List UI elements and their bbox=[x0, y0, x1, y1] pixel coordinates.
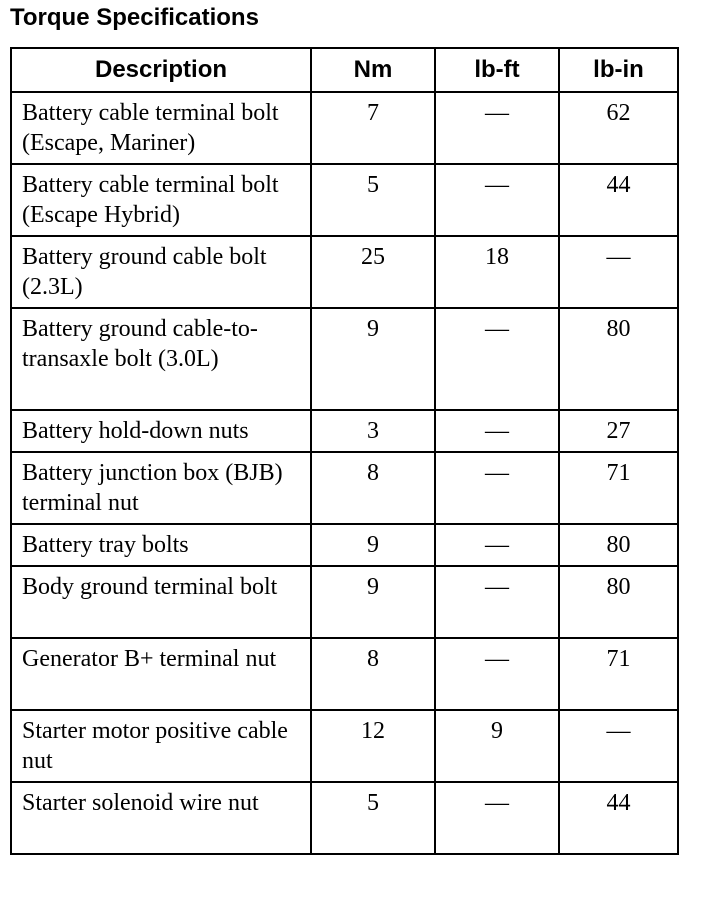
cell-lb-in: 80 bbox=[559, 308, 678, 410]
table-row bbox=[11, 236, 678, 308]
cell-lb-in: 80 bbox=[559, 524, 678, 566]
cell-nm: 3 bbox=[311, 410, 435, 452]
table-row bbox=[11, 164, 678, 236]
cell-lb-ft: — bbox=[435, 566, 559, 638]
cell-lb-in: 71 bbox=[559, 452, 678, 524]
cell-lb-in: — bbox=[559, 710, 678, 782]
cell-lb-in: — bbox=[559, 236, 678, 308]
cell-nm: 7 bbox=[311, 92, 435, 164]
torque-spec-table bbox=[10, 47, 679, 855]
cell-lb-ft: 9 bbox=[435, 710, 559, 782]
cell-nm: 8 bbox=[311, 452, 435, 524]
cell-nm: 8 bbox=[311, 638, 435, 710]
cell-description: Starter solenoid wire nut bbox=[11, 782, 311, 854]
cell-nm: 5 bbox=[311, 164, 435, 236]
cell-lb-in: 62 bbox=[559, 92, 678, 164]
column-header-lb-ft: lb-ft bbox=[435, 48, 559, 92]
cell-description: Starter motor positive cable nut bbox=[11, 710, 311, 782]
cell-description: Battery hold-down nuts bbox=[11, 410, 311, 452]
cell-lb-in: 44 bbox=[559, 782, 678, 854]
column-header-nm: Nm bbox=[311, 48, 435, 92]
cell-description: Generator B+ terminal nut bbox=[11, 638, 311, 710]
table-row bbox=[11, 710, 678, 782]
table-row bbox=[11, 524, 678, 566]
cell-nm: 9 bbox=[311, 308, 435, 410]
page-title: Torque Specifications bbox=[10, 4, 259, 31]
cell-nm: 9 bbox=[311, 524, 435, 566]
column-header-lb-in: lb-in bbox=[559, 48, 678, 92]
cell-description: Battery junction box (BJB) terminal nut bbox=[11, 452, 311, 524]
cell-lb-ft: — bbox=[435, 92, 559, 164]
cell-lb-ft: — bbox=[435, 452, 559, 524]
cell-description: Battery cable terminal bolt (Escape Hybrid) bbox=[11, 164, 311, 236]
cell-description: Battery ground cable bolt (2.3L) bbox=[11, 236, 311, 308]
table-row bbox=[11, 308, 678, 410]
cell-description: Battery tray bolts bbox=[11, 524, 311, 566]
table-row bbox=[11, 410, 678, 452]
cell-lb-in: 80 bbox=[559, 566, 678, 638]
table-row bbox=[11, 452, 678, 524]
cell-lb-in: 27 bbox=[559, 410, 678, 452]
table-row bbox=[11, 566, 678, 638]
cell-description: Body ground terminal bolt bbox=[11, 566, 311, 638]
cell-nm: 5 bbox=[311, 782, 435, 854]
cell-nm: 25 bbox=[311, 236, 435, 308]
table-row bbox=[11, 92, 678, 164]
cell-lb-ft: — bbox=[435, 308, 559, 410]
cell-lb-ft: — bbox=[435, 638, 559, 710]
cell-lb-ft: — bbox=[435, 164, 559, 236]
cell-lb-ft: — bbox=[435, 524, 559, 566]
cell-lb-ft: 18 bbox=[435, 236, 559, 308]
column-header-description: Description bbox=[11, 48, 311, 92]
cell-nm: 12 bbox=[311, 710, 435, 782]
table-row bbox=[11, 782, 678, 854]
cell-description: Battery cable terminal bolt (Escape, Mariner) bbox=[11, 92, 311, 164]
cell-description: Battery ground cable-to-transaxle bolt (3.0L) bbox=[11, 308, 311, 410]
table-row bbox=[11, 638, 678, 710]
table-header-row bbox=[11, 48, 678, 92]
cell-lb-ft: — bbox=[435, 782, 559, 854]
cell-lb-ft: — bbox=[435, 410, 559, 452]
cell-lb-in: 44 bbox=[559, 164, 678, 236]
cell-lb-in: 71 bbox=[559, 638, 678, 710]
cell-nm: 9 bbox=[311, 566, 435, 638]
